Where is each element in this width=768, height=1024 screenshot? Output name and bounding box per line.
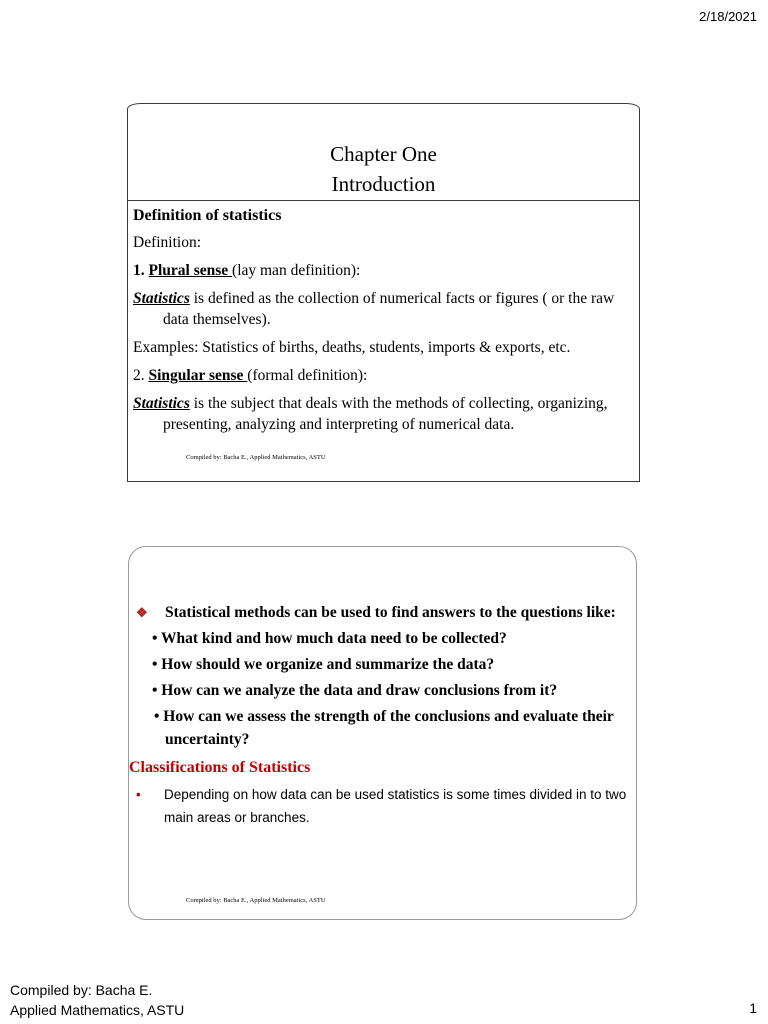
section-heading: Definition of statistics xyxy=(133,207,282,224)
footer-author: Compiled by: Bacha E. xyxy=(10,982,153,998)
slide-title xyxy=(128,139,639,199)
slide1-footer: Compiled by: Bacha E., Applied Mathematics, ASTU xyxy=(186,454,326,461)
slide-chapter-one xyxy=(127,103,640,482)
question-item: • How can we assess the strength of the conclusions and evaluate their uncertainty? xyxy=(154,708,614,748)
title-divider xyxy=(128,200,639,201)
statistics-definition-2: is the subject that deals with the methods of collecting, organizing, presenting, analyzing and interpreting of numerical data. xyxy=(163,395,608,433)
definition-label: Definition: xyxy=(133,234,202,251)
lead-text: Statistical methods can be used to find answers to the questions like: xyxy=(165,604,616,621)
singular-number: 2. xyxy=(133,367,149,384)
slide-statistical-methods xyxy=(128,546,637,920)
page-date: 2/18/2021 xyxy=(699,9,757,24)
plural-rest: (lay man definition): xyxy=(232,262,361,279)
plural-definition xyxy=(133,288,633,330)
statistics-term-2: Statistics xyxy=(133,395,190,412)
plural-term: Plural sense xyxy=(148,262,233,279)
singular-rest: (formal definition): xyxy=(247,367,368,384)
plural-sense-line xyxy=(133,260,633,281)
slide-title-line1: Chapter One xyxy=(330,142,437,166)
statistics-term-1: Statistics xyxy=(133,290,190,307)
classification-text: Depending on how data can be used statistics is some times divided in to two main areas or branches. xyxy=(164,787,627,825)
slide-title-line2: Introduction xyxy=(331,172,436,196)
plural-number: 1. xyxy=(133,262,149,279)
question-item: • How can we analyze the data and draw conclusions from it? xyxy=(152,682,558,699)
singular-definition xyxy=(133,393,633,435)
slide2-body xyxy=(129,601,630,829)
slide2-footer: Compiled by: Bacha E., Applied Mathematics, ASTU xyxy=(186,897,326,904)
bullet-dot-icon: • xyxy=(136,787,141,802)
page-number: 1 xyxy=(749,1000,757,1016)
classifications-heading: Classifications of Statistics xyxy=(129,759,311,776)
examples-line: Examples: Statistics of births, deaths, students, imports & exports, etc. xyxy=(133,339,571,356)
question-item: • How should we organize and summarize the data? xyxy=(152,656,495,673)
question-item: • What kind and how much data need to be collected? xyxy=(152,630,507,647)
page-footer xyxy=(10,980,184,1020)
singular-term: Singular sense xyxy=(148,367,248,384)
diamond-bullet-icon: ❖ xyxy=(136,605,148,620)
footer-department: Applied Mathematics, ASTU xyxy=(10,1002,185,1018)
slide1-body xyxy=(133,205,633,435)
classification-bullet xyxy=(129,783,630,829)
lead-bullet xyxy=(129,601,630,624)
singular-sense-line xyxy=(133,365,633,386)
statistics-definition-1: is defined as the collection of numerical facts or figures ( or the raw data themselves). xyxy=(163,290,615,328)
